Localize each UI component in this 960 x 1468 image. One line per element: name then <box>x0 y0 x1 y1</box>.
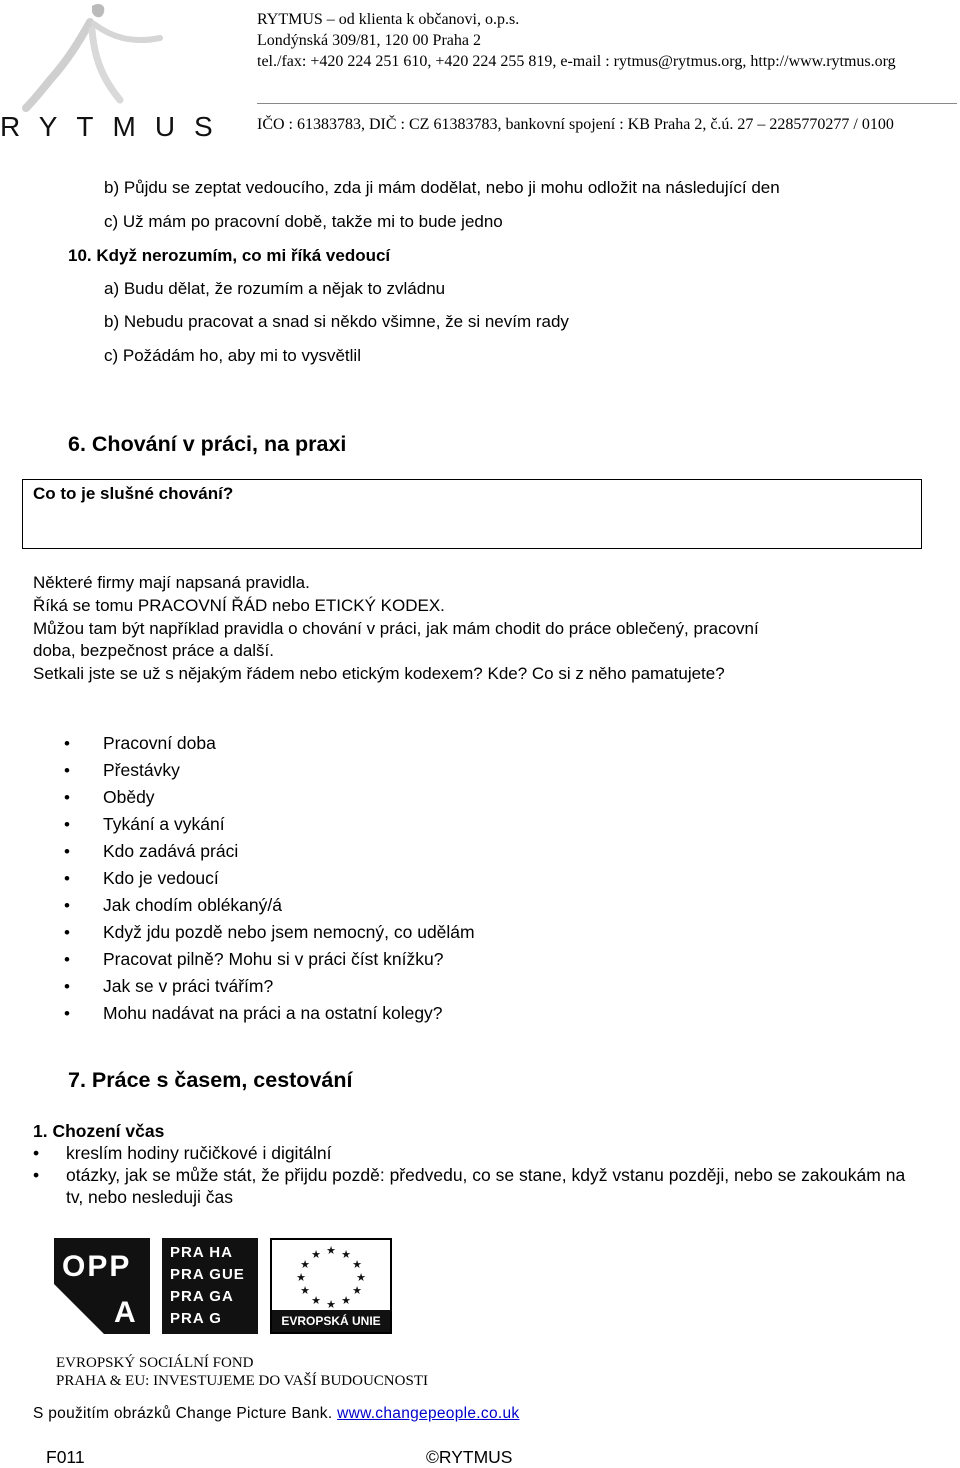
list-item: • Mohu nadávat na práci a na ostatní kolegy? <box>64 1000 475 1027</box>
svg-text:★: ★ <box>300 1259 310 1271</box>
svg-text:★: ★ <box>341 1249 351 1261</box>
dancer-logo-icon <box>20 0 180 112</box>
list-item: • Kdo zadává práci <box>64 838 475 865</box>
list-item: • Kdo je vedoucí <box>64 865 475 892</box>
section-7-subheading: 1. Chození včas <box>33 1121 165 1141</box>
list-item: • Přestávky <box>64 757 475 784</box>
svg-text:★: ★ <box>341 1295 351 1307</box>
svg-text:★: ★ <box>352 1259 362 1271</box>
para-2: Říká se tomu PRACOVNÍ ŘÁD nebo ETICKÝ KODEX. <box>33 596 445 615</box>
logo-wordmark: RYTMUS <box>0 111 232 142</box>
org-address: Londýnská 309/81, 120 00 Praha 2 <box>257 32 481 49</box>
list-item: • otázky, jak se může stát, že přijdu pozdě: předvedu, co se stane, když vstanu později, nebo se zakoukám na tv, nebo nesleduji čas <box>33 1164 913 1208</box>
eu-label: EVROPSKÁ UNIE <box>272 1310 390 1332</box>
list-item: • Pracovat pilně? Mohu si v práci číst knížku? <box>64 946 475 973</box>
credit-link[interactable]: www.changepeople.co.uk <box>337 1405 520 1422</box>
section-7-list <box>33 1142 913 1208</box>
praha-row: PRA GUE <box>170 1266 245 1283</box>
opp-a-logo-icon <box>54 1238 150 1334</box>
section-6-heading: 6. Chování v práci, na praxi <box>68 432 347 456</box>
svg-text:OPP: OPP <box>62 1250 132 1283</box>
praha-row: PRA G <box>170 1310 222 1327</box>
footer-copyright: ©RYTMUS <box>426 1447 513 1467</box>
svg-text:★: ★ <box>296 1272 306 1284</box>
eu-logo <box>270 1238 392 1334</box>
header-divider <box>257 103 957 104</box>
picture-credit <box>33 1405 519 1423</box>
list-item: • Jak se v práci tvářím? <box>64 973 475 1000</box>
svg-text:A: A <box>114 1296 136 1329</box>
eu-stars-icon <box>272 1240 390 1310</box>
svg-text:★: ★ <box>311 1249 321 1261</box>
para-3b: doba, bezpečnost práce a další. <box>33 641 274 660</box>
list-item: • Když jdu pozdě nebo jsem nemocný, co udělám <box>64 919 475 946</box>
list-item: • Obědy <box>64 784 475 811</box>
list-item: • Tykání a vykání <box>64 811 475 838</box>
q10-title: 10. Když nerozumím, co mi říká vedoucí <box>68 246 391 265</box>
funding-line-2: PRAHA & EU: INVESTUJEME DO VAŠÍ BUDOUCNOSTI <box>56 1373 428 1389</box>
svg-text:★: ★ <box>326 1245 336 1257</box>
box-title: Co to je slušné chování? <box>33 484 234 503</box>
praha-logo <box>162 1238 258 1334</box>
q9-option-b: b) Půjdu se zeptat vedoucího, zda ji mám dodělat, nebo ji mohu odložit na následující den <box>104 178 780 197</box>
header <box>0 0 960 150</box>
q10-option-b: b) Nebudu pracovat a snad si někdo všimne, že si nevím rady <box>104 312 569 331</box>
para-3a: Můžou tam být například pravidla o chování v práci, jak mám chodit do práce oblečený, pracovní <box>33 619 759 638</box>
funding-line-1: EVROPSKÝ SOCIÁLNÍ FOND <box>56 1355 254 1371</box>
svg-text:★: ★ <box>352 1285 362 1297</box>
org-name: RYTMUS – od klienta k občanovi, o.p.s. <box>257 11 520 28</box>
footer-code: F011 <box>46 1447 85 1467</box>
para-4: Setkali jste se už s nějakým řádem nebo etickým kodexem? Kde? Co si z něho pamatujete? <box>33 664 725 683</box>
section-7-heading: 7. Práce s časem, cestování <box>68 1068 353 1092</box>
org-ids: IČO : 61383783, DIČ : CZ 61383783, bankovní spojení : KB Praha 2, č.ú. 27 – 2285770277 / 0100 <box>257 116 894 133</box>
list-item: • kreslím hodiny ručičkové i digitální <box>33 1142 913 1164</box>
para-1: Některé firmy mají napsaná pravidla. <box>33 573 310 592</box>
topic-list <box>64 730 475 1027</box>
credit-text: S použitím obrázků Change Picture Bank. <box>33 1405 333 1422</box>
opp-a-logo <box>54 1238 150 1334</box>
svg-text:★: ★ <box>300 1285 310 1297</box>
svg-text:★: ★ <box>326 1299 336 1310</box>
svg-text:★: ★ <box>356 1272 366 1284</box>
svg-text:★: ★ <box>311 1295 321 1307</box>
list-item: • Pracovní doba <box>64 730 475 757</box>
org-contact: tel./fax: +420 224 251 610, +420 224 255 819, e-mail : rytmus@rytmus.org, http://www.rytmus.org <box>257 53 896 70</box>
q10-option-a: a) Budu dělat, že rozumím a nějak to zvládnu <box>104 279 446 298</box>
praha-row: PRA HA <box>170 1244 233 1261</box>
praha-row: PRA GA <box>170 1288 234 1305</box>
list-item: • Jak chodím oblékaný/á <box>64 892 475 919</box>
q9-option-c: c) Už mám po pracovní době, takže mi to bude jedno <box>104 212 503 231</box>
q10-option-c: c) Požádám ho, aby mi to vysvětlil <box>104 346 361 365</box>
